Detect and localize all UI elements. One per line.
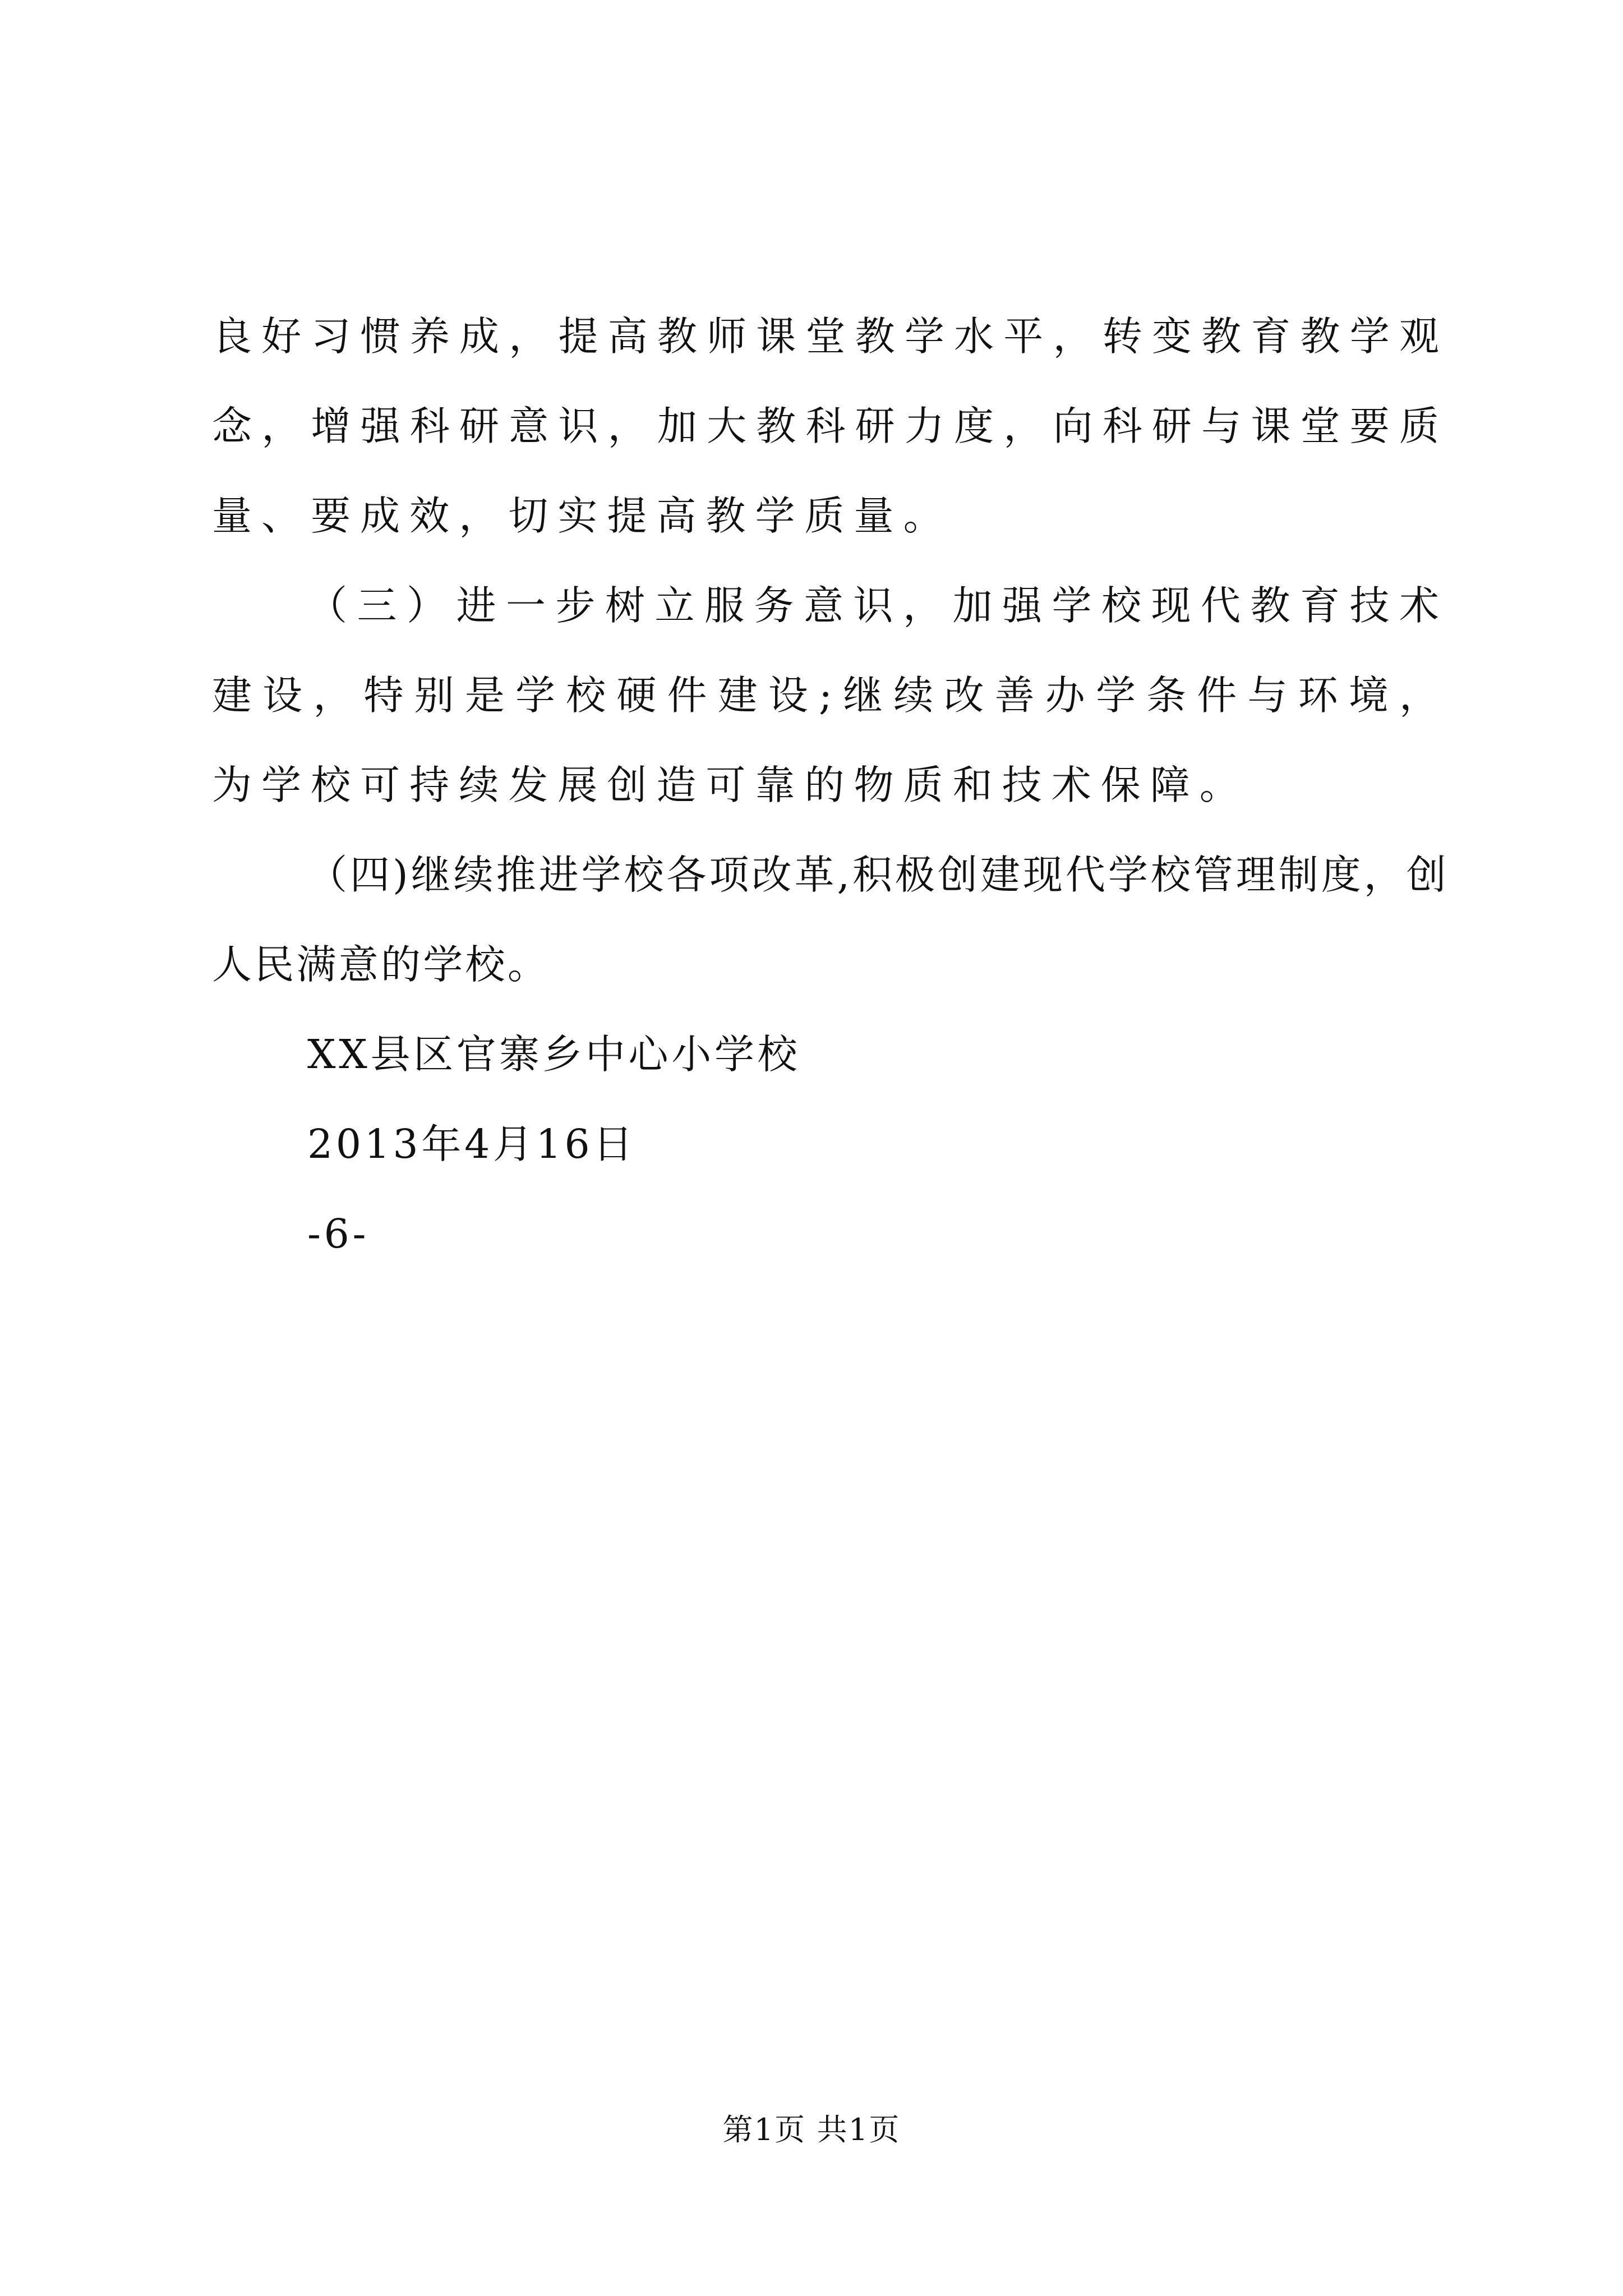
text-line: 切实提高教学质量。: [508, 493, 953, 539]
text-line: 创人民满意的学校。: [212, 852, 1449, 988]
text-line: 发展创造可靠的物质和技术保障。: [508, 762, 1249, 808]
paragraph-teaching-quality: [212, 292, 1449, 561]
text-line: 特别是学校硬件建设;继续改善办学条件与环境，为学校可持续: [212, 672, 1449, 808]
signature-date: 2013年4月16日: [307, 1121, 637, 1167]
document-body: [212, 292, 1449, 1279]
signature-organization: XX县区官寨乡中心小学校: [307, 1031, 801, 1078]
text-line: 强科研意识，加大教科研力度，向科研与课堂要质量、要成效，: [212, 403, 1449, 539]
paragraph-item-four: [212, 830, 1449, 1010]
page-mark: -6-: [307, 1211, 370, 1257]
text-line: （四)继续推进学校各项改革,积极创建现代学校管理制度，: [307, 852, 1407, 898]
text-line: （三）进一步树立服务意识，加强学校现代教育技术建设，: [212, 582, 1449, 719]
page-footer: 第1页 共1页: [722, 2112, 901, 2147]
text-line: 良好习惯养成，提高教师课堂教学水平，转变教育教学观念，增: [212, 313, 1449, 449]
paragraph-item-three: [212, 561, 1449, 830]
